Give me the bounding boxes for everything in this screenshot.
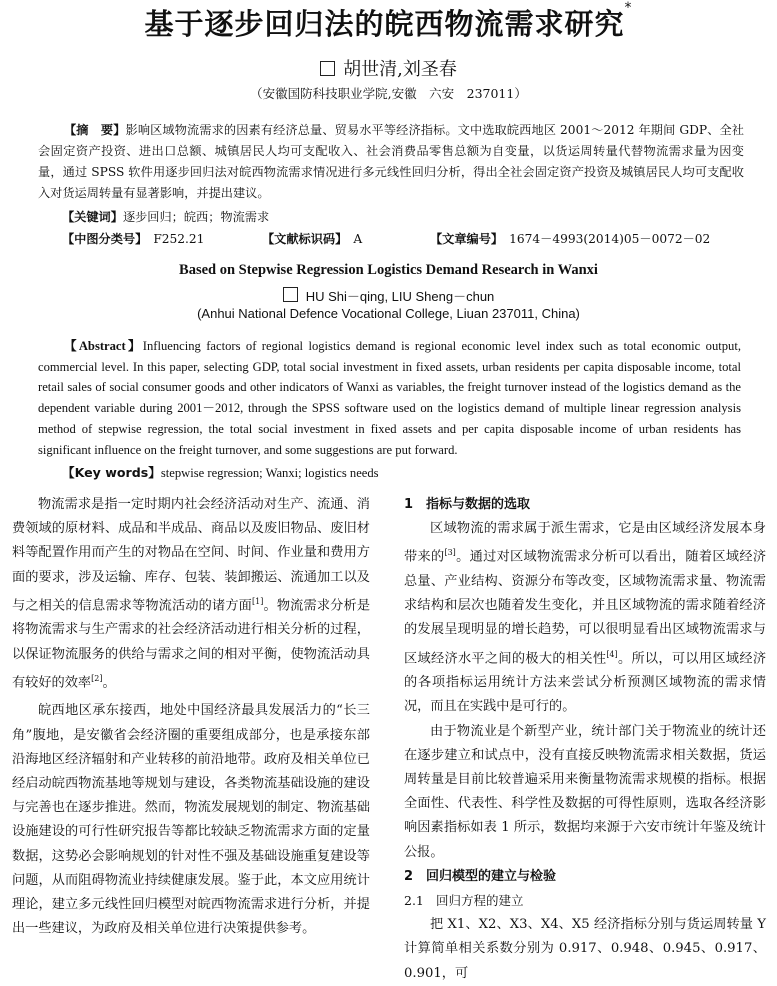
keywords-cn-text: 逐步回归；皖西；物流需求 [122,210,270,224]
body-paragraph: 把 X1、X2、X3、X4、X5 经济指标分别与货运周转量 Y 计算简单相关系数分别为 0.917、0.948、0.945、0.917、0.901，可 [404,917,766,981]
body-left-column [12,493,370,941]
author-box-en-icon [283,287,298,302]
abstract-en-label: 【Abstract】 [64,339,143,353]
title-footnote-mark: * [624,0,633,16]
affiliation-en: (Anhui National Defence Vocational College, Liuan 237011, China) [197,306,580,321]
affiliation-cn: （安徽国防科技职业学院,安徽 六安 237011） [250,86,527,101]
abstract-en-text: Influencing factors of regional logistics demand is regional economic level index such as total economic output, commercial level. In this paper, selecting GDP, total social investment in fixed assets, urban residents per capita disposable income, total retail sales of social consumer goods and other indicators of Wanxi as variables, the freight turnover instead of the logistics demand as the dependent variable during 2001－2012, through the SPSS software used on the logistics demand of multiple linear regression analysis method of stepwise regression, the total social investment in fixed assets and per capita disposable income of urban residents has significant influence on the freight turnover, and some suggestions are put forward. [38,339,741,457]
clc-number: 【中图分类号】 F252.21 [62,232,205,246]
abstract-cn-label: 【摘 要】 [64,123,126,137]
body-paragraph: 皖西地区承东接西，地处中国经济最具发展活力的“长三角”腹地，是安徽省会经济圈的重要组成部分，也是承接东部沿海地区经济辐射和产业转移的前沿地带。政府及相关单位已经启动皖西物流基地等规划与建设，各类物流基础设施的建设与完善也在逐步推进。然而，物流发展规划的制定、物流基础设施建设的可行性研究报告等都比较缺乏物流需求方面的定量数据，这势必会影响规划的针对性不强及基础设施重复建设等问题，从而阻碍物流业持续健康发展。鉴于此，本文应用统计理论，建立多元线性回归模型对皖西物流需求进行分析，并提出一些建议，为政府及相关单位进行决策提供参考。 [12,703,370,937]
abstract-en [38,336,741,460]
body-paragraph: 区域物流的需求属于派生需求，它是由区域经济发展本身带来的[3]。通过对区域物流需求分析可以看出，随着区域经济总量、产业结构、资源分布等改变，区域物流需求量、物流需求结构和层次也随着发生变化，并且区域物流的需求随着经济的发展呈现明显的增长趋势，可以很明显看出区域物流需求与区域经济水平之间的极大的相关性[4]。所以，可以用区域经济的各项指标运用统计方法来尝试分析预测区域物流的需求情况，而且在实践中是可行的。 [404,521,767,715]
authors-en: HU Shi－qing, LIU Sheng－chun [0,286,777,305]
abstract-cn [38,120,744,204]
paper-title-en: Based on Stepwise Regression Logistics Demand Research in Wanxi [179,262,598,278]
citation: [1] [252,596,264,606]
keywords-en-text: stepwise regression; Wanxi; logistics needs [160,466,379,480]
paper-title: 基于逐步回归法的皖西物流需求研究* [144,0,633,41]
body-right-column [404,493,766,986]
doc-code: 【文献标识码】 A [262,232,363,246]
author-box-icon [320,61,335,76]
keywords-en-label: 【Key words】 [62,465,161,480]
body-paragraph: 由于物流业是个新型产业，统计部门关于物流业的统计还在逐步建立和试点中，没有直接反映物流需求相关数据，货运周转量是目前比较普遍采用来衡量物流需求规模的指标。根据全面性、代表性、科学性及数据的可得性原则，选取各经济影响因素指标如表 1 所示，数据均来源于六安市统计年鉴及统计公报。 [404,723,766,860]
article-number: 【文章编号】 1674－4993(2014)05－0072－02 [430,232,711,246]
citation: [2] [91,673,103,683]
keywords-cn [62,208,269,225]
citation: [3] [444,548,456,558]
keywords-cn-label: 【关键词】 [62,210,123,224]
body-paragraph: 物流需求是指一定时期内社会经济活动对生产、流通、消费领域的原材料、成品和半成品、商品以及废旧物品、废旧材料等配置作用而产生的对物品在空间、时间、作业量和费用方面的要求，涉及运输、库存、包装、装卸搬运、流通加工以及与之相关的信息需求等物流活动的诸方面[1]。物流需求分析是将物流需求与生产需求的社会经济活动进行相关分析的过程，以保证物流服务的供给与需求之间的相对平衡，使物流活动具有较好的效率[2]。 [12,497,371,691]
section-heading: 1 指标与数据的选取 [404,497,531,512]
subsection-heading: 2.1 回归方程的建立 [404,893,524,909]
abstract-cn-text: 影响区域物流需求的因素有经济总量、贸易水平等经济指标。文中选取皖西地区 2001～2012 年期间 GDP、全社会固定资产投资、进出口总额、城镇居民人均可支配收入、社会消费品零售总额为自变量，以货运周转量代替物流需求量为因变量，通过 SPSS 软件用逐步回归法对皖西物流需求情况进行多元线性回归分析，得出全社会固定资产投资及城镇居民人均可支配收入对货运周转量有显著影响，并提出建议。 [38,123,744,200]
section-heading: 2 回归模型的建立与检验 [404,868,557,884]
authors-cn: 胡世清,刘圣春 [0,55,777,81]
citation: [4] [606,649,618,659]
keywords-en [62,462,379,481]
